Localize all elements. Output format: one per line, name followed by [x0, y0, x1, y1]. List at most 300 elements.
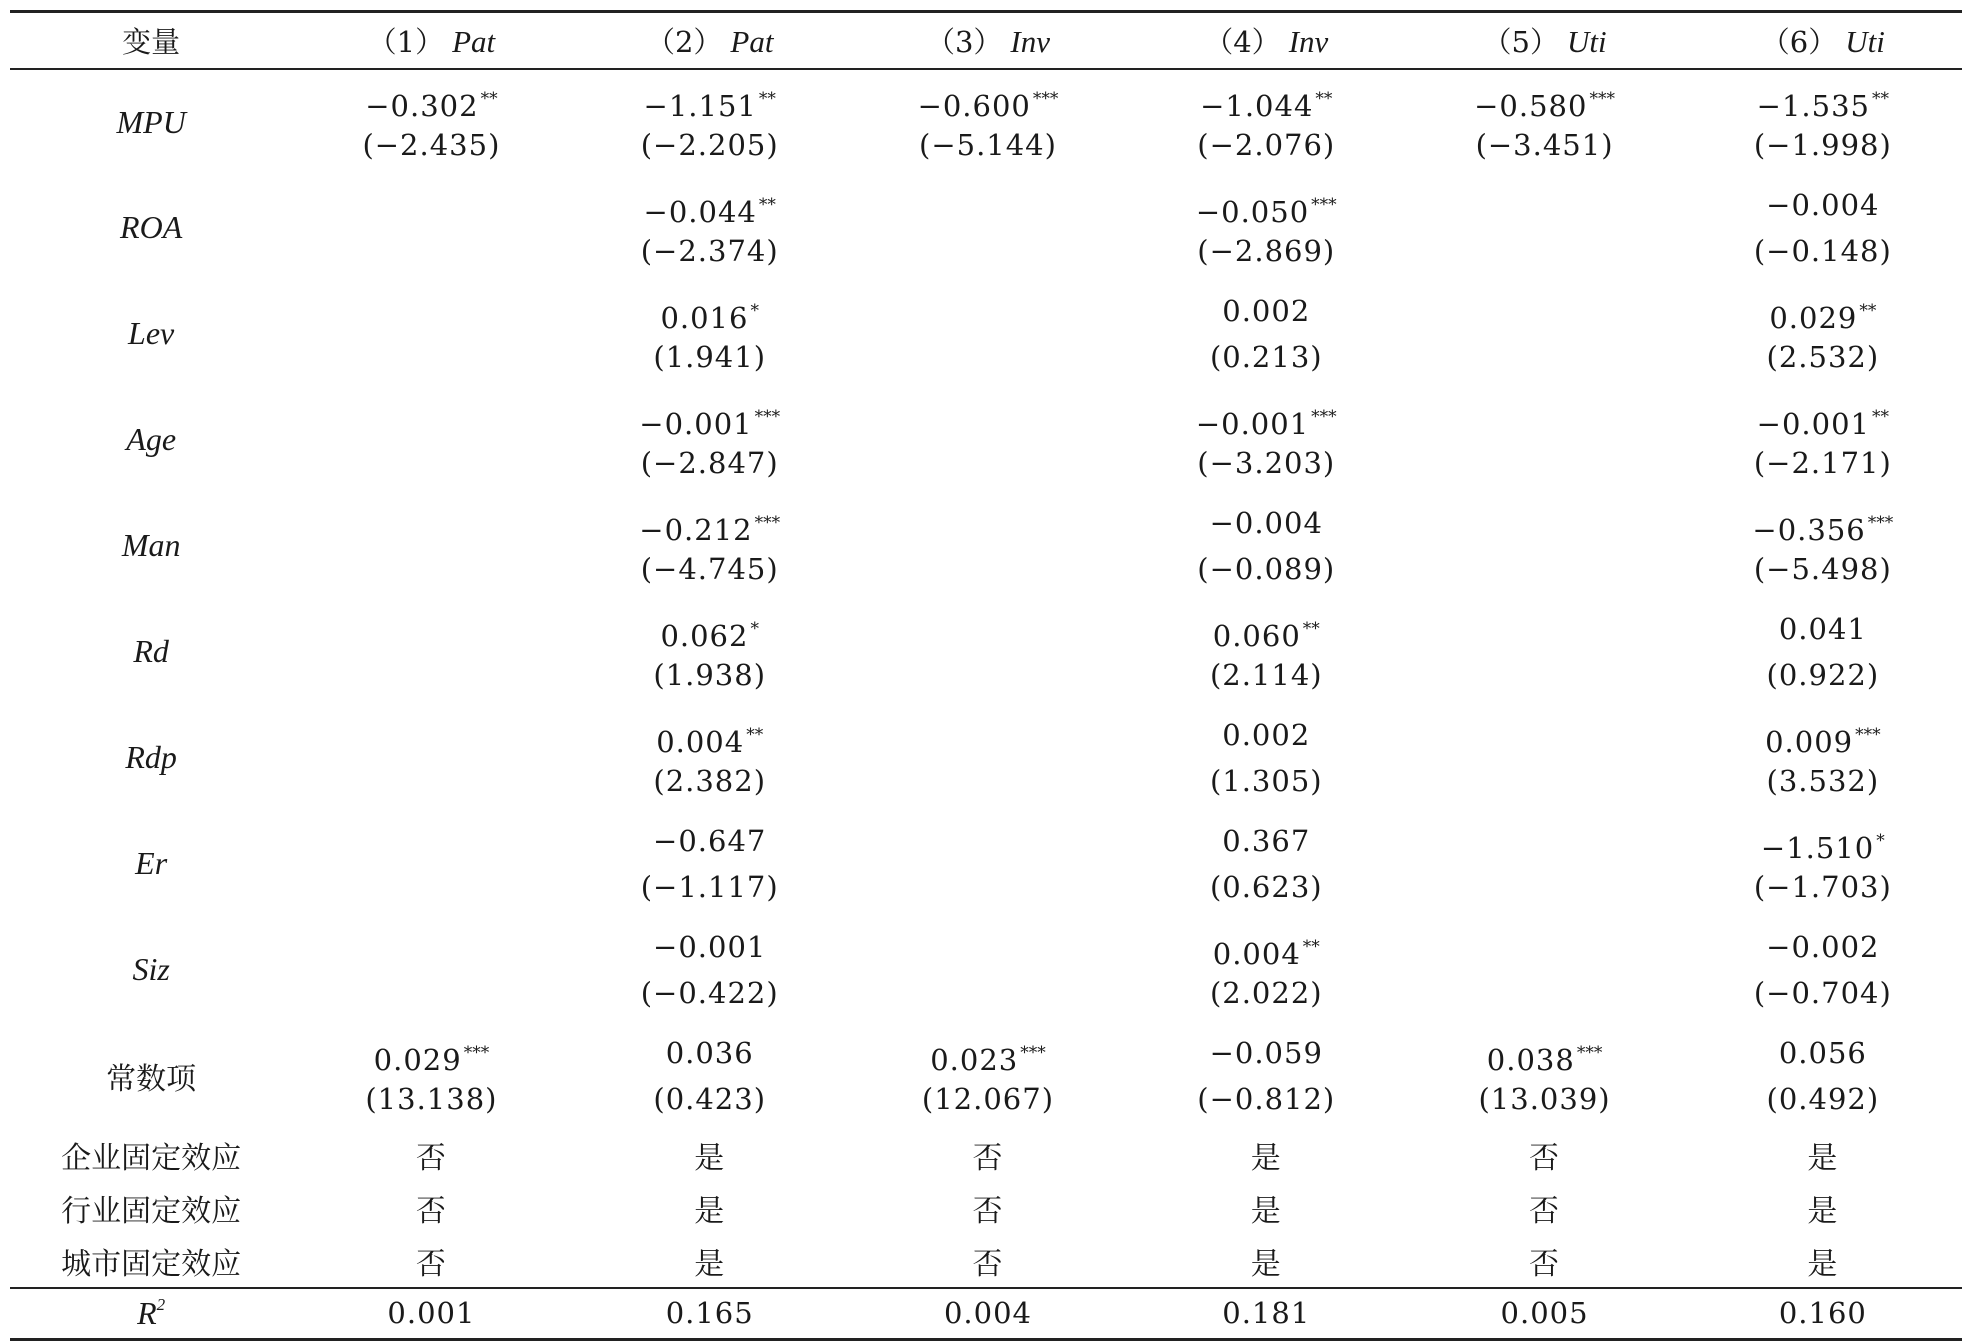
coefficient-line	[1127, 182, 1405, 228]
row-variable-name: Rd	[133, 633, 169, 669]
coefficient: −0.004	[1766, 187, 1880, 222]
header-col-3	[849, 12, 1127, 69]
coefficient: 0.038	[1486, 1042, 1575, 1077]
row-variable-name: Er	[135, 845, 168, 881]
t-statistic: (2.532)	[1766, 339, 1880, 374]
r-squared-row	[10, 1288, 1962, 1340]
significance-stars: ***	[754, 512, 781, 533]
coefficient: 0.367	[1222, 823, 1311, 858]
coefficient-line	[1127, 712, 1405, 758]
coefficient-line	[1684, 606, 1962, 652]
coefficient-line	[292, 288, 570, 334]
table-cell	[571, 811, 849, 917]
t-statistic: (1.941)	[653, 339, 767, 374]
table-cell	[1405, 493, 1683, 599]
coefficient-line	[1405, 1030, 1683, 1076]
significance-stars: ***	[1311, 194, 1337, 215]
t-statistic	[1405, 864, 1683, 910]
fixed-effect-name: 行业固定效应	[61, 1194, 242, 1229]
table-cell	[292, 281, 570, 387]
significance-stars: **	[758, 89, 776, 109]
r-squared-value: 0.165	[665, 1296, 754, 1331]
table-cell	[571, 69, 849, 175]
table-cell	[571, 387, 849, 493]
table-cell	[1127, 811, 1405, 917]
table-cell	[1684, 69, 1962, 175]
table-header	[10, 12, 1962, 69]
coefficient-line	[849, 76, 1127, 122]
coefficient: 0.023	[930, 1042, 1019, 1077]
row-variable-name: MPU	[116, 103, 186, 140]
fixed-effect-row	[10, 1182, 1962, 1235]
table-cell	[292, 1023, 570, 1129]
coefficient: −0.002	[1766, 929, 1880, 964]
table-cell	[849, 599, 1127, 705]
table-cell	[1684, 281, 1962, 387]
table-row	[10, 811, 1962, 917]
t-statistic: (2.114)	[1209, 657, 1323, 692]
table-cell	[1405, 387, 1683, 493]
coefficient-line	[1127, 394, 1405, 440]
coefficient-line	[292, 1030, 570, 1076]
coefficient-line	[1127, 76, 1405, 122]
table-cell	[571, 175, 849, 281]
fixed-effect-value: 是	[694, 1246, 726, 1282]
significance-stars: ***	[1576, 1042, 1603, 1063]
coefficient-line	[1127, 1030, 1405, 1076]
table-cell	[571, 493, 849, 599]
table-row	[10, 705, 1962, 811]
t-statistic	[292, 652, 570, 698]
table-cell	[292, 811, 570, 917]
coefficient-line	[849, 924, 1127, 970]
coefficient-line	[571, 288, 849, 334]
r-squared-value: 0.005	[1500, 1296, 1589, 1331]
significance-stars: **	[1859, 300, 1877, 321]
t-statistic	[292, 334, 570, 380]
coefficient-line	[1684, 1030, 1962, 1076]
table-cell	[849, 387, 1127, 493]
table-cell	[1405, 281, 1683, 387]
coefficient-line	[292, 818, 570, 864]
table-cell	[1127, 281, 1405, 387]
table-cell	[292, 599, 570, 705]
r-squared-exponent: 2	[156, 1294, 166, 1314]
table-cell	[1127, 917, 1405, 1023]
fixed-effect-value: 是	[1250, 1194, 1282, 1229]
t-statistic	[1405, 758, 1683, 804]
table-cell	[1127, 175, 1405, 281]
table-cell	[1684, 175, 1962, 281]
t-statistic	[1405, 440, 1683, 486]
coefficient: −0.600	[917, 89, 1031, 123]
t-statistic: (−3.451)	[1475, 128, 1614, 162]
t-statistic	[292, 864, 570, 910]
t-statistic: (−2.435)	[362, 128, 501, 162]
header-col-variable: Inv	[1288, 23, 1329, 59]
t-statistic: (−0.422)	[640, 975, 779, 1010]
coefficient-line	[849, 712, 1127, 758]
table-cell	[849, 811, 1127, 917]
t-statistic: (−3.203)	[1197, 445, 1336, 480]
significance-stars: **	[1872, 406, 1889, 427]
row-variable-name: Man	[121, 527, 181, 563]
t-statistic	[849, 228, 1127, 274]
fixed-effect-name: 企业固定效应	[61, 1141, 242, 1176]
t-statistic: (−2.205)	[640, 128, 779, 162]
header-col-2	[571, 12, 849, 69]
t-statistic: (−2.869)	[1197, 233, 1336, 268]
coefficient: −0.212	[639, 512, 753, 547]
t-statistic	[1405, 228, 1683, 274]
table-cell	[1405, 811, 1683, 917]
coefficient: −0.001	[639, 406, 753, 441]
t-statistic: (−5.498)	[1753, 551, 1892, 586]
coefficient: 0.060	[1212, 618, 1301, 653]
coefficient-line	[1127, 288, 1405, 334]
coefficient: −0.001	[1195, 406, 1310, 441]
t-statistic	[1405, 970, 1683, 1016]
fixed-effect-value: 否	[1529, 1194, 1561, 1229]
t-statistic	[1405, 334, 1683, 380]
t-statistic: (13.138)	[365, 1081, 498, 1116]
coefficient-line	[571, 606, 849, 652]
coefficient-line	[1127, 606, 1405, 652]
table-cell	[1405, 69, 1683, 175]
t-statistic: (3.532)	[1766, 763, 1880, 798]
table-cell	[292, 493, 570, 599]
coefficient-line	[571, 76, 849, 122]
row-variable-name: ROA	[120, 209, 183, 245]
coefficient: −0.050	[1195, 194, 1310, 229]
table-cell	[571, 599, 849, 705]
coefficient-line	[1684, 288, 1962, 334]
t-statistic: (12.067)	[921, 1081, 1055, 1116]
fixed-effect-value: 是	[694, 1141, 726, 1176]
coefficient-line	[1684, 394, 1962, 440]
coefficient-line	[292, 606, 570, 652]
coefficient-line	[1405, 76, 1683, 122]
header-col-1	[292, 12, 570, 69]
row-variable-name: Age	[126, 421, 177, 457]
coefficient-line	[1684, 500, 1962, 546]
coefficient-line	[849, 288, 1127, 334]
row-variable-name: Lev	[128, 315, 175, 351]
table-cell	[849, 175, 1127, 281]
coefficient: 0.029	[1769, 300, 1858, 335]
t-statistic: (−5.144)	[919, 128, 1057, 162]
fixed-effect-value: 否	[972, 1194, 1004, 1229]
table-cell	[1405, 1023, 1683, 1129]
header-col-variable: Inv	[1010, 23, 1050, 59]
coefficient-line	[571, 394, 849, 440]
r-squared-value: 0.004	[943, 1296, 1032, 1331]
significance-stars: ***	[1032, 89, 1059, 109]
t-statistic	[1405, 652, 1683, 698]
header-col-4	[1127, 12, 1405, 69]
header-col-number: （2）	[645, 24, 723, 59]
coefficient: −1.510	[1760, 830, 1875, 865]
coefficient-line	[849, 606, 1127, 652]
coefficient-line	[1405, 394, 1683, 440]
table-cell	[849, 493, 1127, 599]
coefficient: 0.016	[660, 300, 749, 335]
t-statistic	[849, 440, 1127, 486]
table-row	[10, 175, 1962, 281]
table-row	[10, 281, 1962, 387]
significance-stars: ***	[1589, 89, 1615, 109]
coefficient: 0.002	[1222, 293, 1311, 328]
table-cell	[1405, 917, 1683, 1023]
t-statistic: (13.039)	[1478, 1081, 1611, 1116]
coefficient-line	[1684, 924, 1962, 970]
t-statistic: (−2.374)	[640, 233, 779, 268]
coefficient: 0.062	[660, 618, 749, 653]
significance-stars: ***	[1020, 1042, 1046, 1063]
t-statistic: (−1.117)	[640, 869, 779, 904]
fixed-effect-value: 否	[972, 1141, 1004, 1176]
t-statistic	[1405, 546, 1683, 592]
table-cell	[1405, 599, 1683, 705]
header-col-variable: Uti	[1566, 23, 1607, 59]
table-row	[10, 69, 1962, 175]
t-statistic: (−2.847)	[640, 445, 779, 480]
fixed-effect-value: 否	[1529, 1141, 1561, 1176]
t-statistic	[849, 758, 1127, 804]
t-statistic	[849, 546, 1127, 592]
t-statistic: (0.922)	[1766, 657, 1880, 692]
significance-stars: ***	[463, 1042, 490, 1063]
fixed-effect-value: 是	[1250, 1246, 1282, 1282]
coefficient-line	[571, 500, 849, 546]
t-statistic	[849, 864, 1127, 910]
coefficient-line	[1405, 182, 1683, 228]
table-cell	[849, 705, 1127, 811]
significance-stars: ***	[1311, 406, 1337, 427]
coefficient: −0.001	[1756, 406, 1870, 441]
t-statistic	[292, 758, 570, 804]
table-cell	[292, 69, 570, 175]
header-col-5	[1405, 12, 1683, 69]
coefficient-line	[292, 76, 570, 122]
table-cell	[849, 1023, 1127, 1129]
coefficient-line	[1405, 606, 1683, 652]
fixed-effect-name: 城市固定效应	[61, 1246, 242, 1282]
t-statistic	[849, 334, 1127, 380]
coefficient-line	[849, 818, 1127, 864]
coefficient-line	[1127, 924, 1405, 970]
coefficient-line	[1684, 182, 1962, 228]
table-row	[10, 599, 1962, 705]
table-cell	[1684, 811, 1962, 917]
t-statistic: (1.938)	[653, 657, 767, 692]
coefficient: −1.044	[1200, 89, 1314, 123]
t-statistic: (−1.998)	[1753, 128, 1892, 162]
header-col-number: （1）	[367, 24, 445, 59]
table-row	[10, 387, 1962, 493]
r-squared-label	[10, 1288, 292, 1340]
t-statistic: (−0.812)	[1197, 1081, 1336, 1116]
coefficient: −0.004	[1209, 505, 1323, 540]
significance-stars: **	[1302, 618, 1320, 639]
table-cell	[1684, 493, 1962, 599]
row-variable-name: Rdp	[125, 739, 177, 775]
t-statistic: (2.382)	[653, 763, 767, 798]
coefficient-line	[849, 182, 1127, 228]
coefficient-line	[1127, 500, 1405, 546]
coefficient-line	[1405, 500, 1683, 546]
coefficient: −0.044	[643, 194, 757, 229]
table-cell	[292, 705, 570, 811]
table-cell	[571, 917, 849, 1023]
header-col-6	[1684, 12, 1962, 69]
significance-stars: *	[750, 300, 759, 321]
coefficient-line	[292, 500, 570, 546]
table-cell	[849, 281, 1127, 387]
table-row	[10, 1023, 1962, 1129]
table-cell	[571, 1023, 849, 1129]
coefficient-line	[849, 394, 1127, 440]
table-cell	[1684, 1023, 1962, 1129]
coefficient: −1.535	[1756, 89, 1870, 123]
coefficient-line	[292, 924, 570, 970]
coefficient: −0.356	[1752, 512, 1866, 547]
significance-stars: *	[1876, 830, 1885, 851]
coefficient-line	[1405, 712, 1683, 758]
header-col-variable: Uti	[1845, 23, 1885, 59]
t-statistic: (0.213)	[1209, 339, 1323, 374]
table-cell	[1127, 493, 1405, 599]
t-statistic: (0.492)	[1766, 1081, 1880, 1116]
table-cell	[1127, 69, 1405, 175]
coefficient-line	[571, 1030, 849, 1076]
header-col-number: （4）	[1204, 24, 1281, 59]
t-statistic	[292, 546, 570, 592]
t-statistic: (−0.089)	[1197, 551, 1336, 586]
fixed-effect-value: 是	[1807, 1194, 1839, 1229]
coefficient: −0.302	[365, 89, 479, 123]
fixed-effect-value: 是	[1807, 1246, 1839, 1282]
coefficient: 0.004	[656, 724, 745, 759]
coefficient: 0.002	[1222, 717, 1311, 752]
header-col-number: （5）	[1482, 24, 1559, 59]
fixed-effect-value: 否	[415, 1246, 447, 1282]
fixed-effect-value: 是	[1250, 1141, 1282, 1176]
coefficient-line	[292, 712, 570, 758]
t-statistic	[849, 652, 1127, 698]
t-statistic: (−0.148)	[1753, 233, 1892, 268]
t-statistic: (−0.704)	[1753, 975, 1892, 1010]
coefficient-line	[571, 712, 849, 758]
header-col-variable: Pat	[730, 23, 774, 59]
t-statistic: (−2.076)	[1197, 128, 1336, 162]
header-variable: 变量	[122, 24, 181, 59]
r-squared-value: 0.181	[1222, 1296, 1311, 1331]
table-cell	[1127, 387, 1405, 493]
table-cell	[1684, 917, 1962, 1023]
fixed-effect-row	[10, 1129, 1962, 1182]
header-row	[10, 12, 1962, 69]
t-statistic: (2.022)	[1209, 975, 1323, 1010]
table-cell	[1684, 599, 1962, 705]
coefficient-line	[1405, 288, 1683, 334]
significance-stars: **	[746, 724, 764, 745]
header-col-number: （6）	[1760, 24, 1838, 59]
coefficient: 0.029	[373, 1042, 462, 1077]
fixed-effect-value: 是	[694, 1194, 726, 1229]
significance-stars: **	[1872, 89, 1889, 109]
r-squared-value: 0.160	[1778, 1296, 1867, 1331]
fixed-effect-value: 是	[1807, 1141, 1839, 1176]
coefficient-line	[1127, 818, 1405, 864]
significance-stars: **	[1315, 89, 1333, 109]
coefficient: 0.004	[1212, 936, 1301, 971]
r-squared-symbol: R	[137, 1294, 157, 1331]
significance-stars: **	[480, 89, 498, 109]
coefficient: −1.151	[643, 89, 757, 123]
table-cell	[292, 175, 570, 281]
t-statistic: (0.423)	[653, 1081, 767, 1116]
table-cell	[1405, 705, 1683, 811]
fixed-effect-value: 否	[415, 1141, 447, 1176]
coefficient-line	[1405, 818, 1683, 864]
coefficient-line	[571, 182, 849, 228]
coefficient-line	[1684, 818, 1962, 864]
table-cell	[1684, 705, 1962, 811]
table-cell	[849, 917, 1127, 1023]
coefficient: 0.036	[665, 1035, 754, 1070]
table-cell	[571, 705, 849, 811]
r-squared-value: 0.001	[387, 1296, 476, 1331]
row-variable-name: 常数项	[106, 1061, 197, 1097]
header-col-variable: Pat	[452, 23, 496, 59]
coefficient: 0.056	[1778, 1035, 1867, 1070]
coefficient: −0.059	[1209, 1035, 1323, 1070]
coefficient-line	[292, 394, 570, 440]
table-cell	[849, 69, 1127, 175]
significance-stars: ***	[1855, 724, 1881, 745]
coefficient: 0.041	[1778, 611, 1867, 646]
coefficient-line	[1684, 712, 1962, 758]
row-variable-name: Siz	[132, 951, 170, 987]
t-statistic: (0.623)	[1209, 869, 1323, 904]
significance-stars: **	[758, 194, 776, 215]
table-cell	[1405, 175, 1683, 281]
regression-table	[10, 10, 1962, 1341]
coefficient-line	[1405, 924, 1683, 970]
t-statistic	[292, 970, 570, 1016]
coefficient-line	[292, 182, 570, 228]
significance-stars: ***	[1867, 512, 1894, 533]
fixed-effect-value: 否	[415, 1194, 447, 1229]
coefficient-line	[849, 1030, 1127, 1076]
table-cell	[1127, 1023, 1405, 1129]
table-cell	[1127, 705, 1405, 811]
table-cell	[1127, 599, 1405, 705]
t-statistic: (1.305)	[1209, 763, 1323, 798]
coefficient-line	[571, 818, 849, 864]
table-row	[10, 493, 1962, 599]
coefficient-line	[571, 924, 849, 970]
table-cell	[1684, 387, 1962, 493]
t-statistic	[292, 228, 570, 274]
table-cell	[292, 387, 570, 493]
t-statistic	[292, 440, 570, 486]
coefficient: −0.647	[653, 823, 767, 858]
coefficient: −0.001	[653, 929, 767, 964]
table-cell	[292, 917, 570, 1023]
coefficient-line	[849, 500, 1127, 546]
